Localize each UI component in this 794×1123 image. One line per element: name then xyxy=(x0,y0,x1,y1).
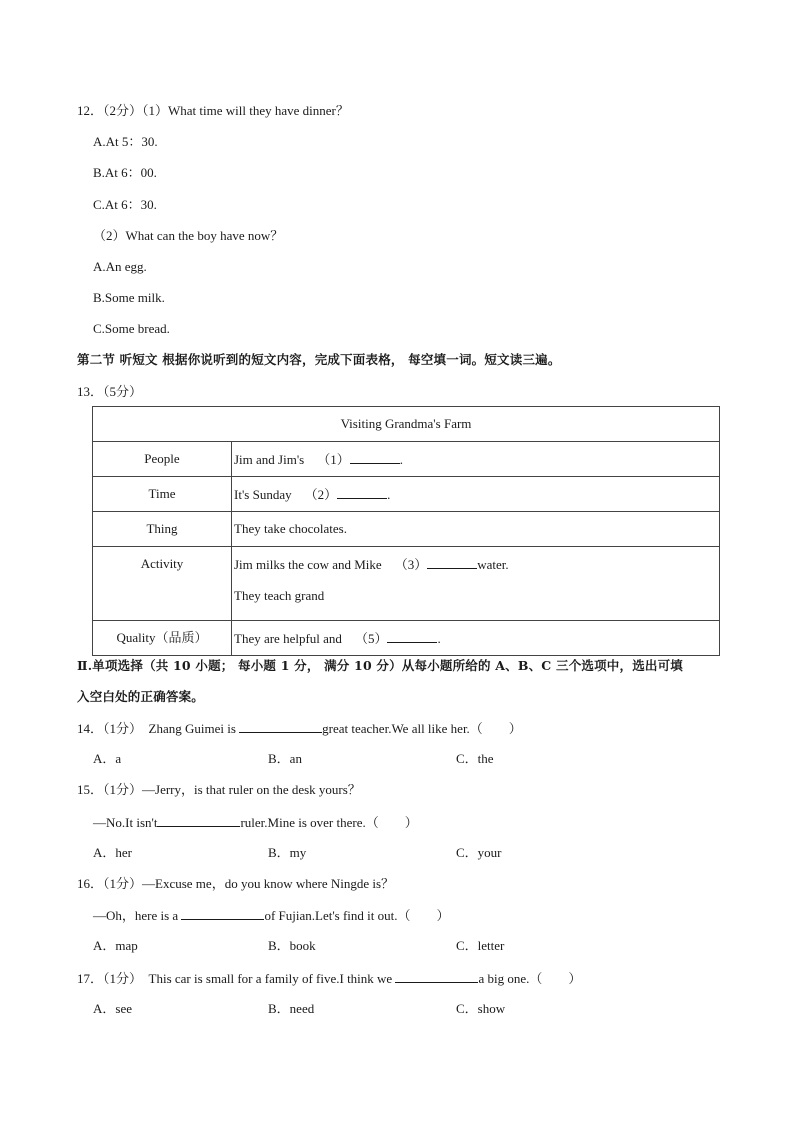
farm-table xyxy=(92,406,720,656)
row-content: They take chocolates. xyxy=(232,512,720,547)
table-row xyxy=(93,442,720,477)
q15-option-b[interactable]: B．my xyxy=(268,845,307,860)
q12-option-b: B.At 6：00. xyxy=(93,165,157,180)
table-row xyxy=(93,621,720,656)
q14-option-a[interactable]: A．a xyxy=(93,751,122,766)
row-label: Activity xyxy=(93,547,232,621)
q16-number: 16．（1分） xyxy=(77,876,143,891)
q16-option-c[interactable]: C．letter xyxy=(456,938,505,953)
table-title: Visiting Grandma's Farm xyxy=(93,407,720,442)
table-row xyxy=(93,477,720,512)
q12-part2-option-b: B.Some milk. xyxy=(93,290,165,305)
row-label: Quality（品质） xyxy=(93,621,232,656)
table-row xyxy=(93,547,720,621)
q17-stem: 17．（1分） This car is small for a family of five.I think we a big one.（ ） xyxy=(77,971,582,986)
q12-stem xyxy=(77,103,349,119)
row-content: Jim and Jim's （1） . xyxy=(232,442,720,477)
q13-number: 13．（5分） xyxy=(77,384,143,399)
q16-line2: —Oh，here is a of Fujian.Let's find it out.（ ） xyxy=(93,908,450,923)
answer-blank[interactable] xyxy=(350,451,400,464)
q12-part1: （1）What time will they have dinner？ xyxy=(142,103,349,118)
q12-part2: （2）What can the boy have now？ xyxy=(93,228,284,243)
q12-number: 12．（2分） xyxy=(77,103,143,118)
q15-option-c[interactable]: C．your xyxy=(456,845,502,860)
row-label: People xyxy=(93,442,232,477)
q15-number: 15．（1分） xyxy=(77,782,143,797)
answer-blank[interactable] xyxy=(387,630,437,643)
answer-blank[interactable] xyxy=(395,970,478,983)
q12-part2-option-a: A.An egg. xyxy=(93,259,147,274)
q14-number: 14．（1分） xyxy=(77,721,143,736)
row-label: Thing xyxy=(93,512,232,547)
row-content: Jim milks the cow and Mike （3） water. They teach grand xyxy=(232,547,720,621)
row-content: They are helpful and （5） . xyxy=(232,621,720,656)
section2-heading: 第二节 听短文 根据你说听到的短文内容，完成下面表格， 每空填一词。短文读三遍。 xyxy=(77,352,561,367)
q16-option-b[interactable]: B．book xyxy=(268,938,316,953)
row-content: It's Sunday （2） . xyxy=(232,477,720,512)
q17-option-a[interactable]: A．see xyxy=(93,1001,132,1016)
table-row xyxy=(93,512,720,547)
answer-blank[interactable] xyxy=(427,556,477,569)
q15-stem: 15．（1分）—Jerry，is that ruler on the desk yours？ xyxy=(77,782,361,797)
q17-option-c[interactable]: C．show xyxy=(456,1001,506,1016)
q14-option-c[interactable]: C．the xyxy=(456,751,494,766)
q16-option-a[interactable]: A．map xyxy=(93,938,138,953)
q17-option-b[interactable]: B．need xyxy=(268,1001,315,1016)
q14-option-b[interactable]: B．an xyxy=(268,751,302,766)
q15-line2: —No.It isn't ruler.Mine is over there.（ ） xyxy=(93,815,418,830)
answer-blank[interactable] xyxy=(181,907,264,920)
q12-part2-option-c: C.Some bread. xyxy=(93,321,170,336)
answer-blank[interactable] xyxy=(239,720,322,733)
q17-number: 17．（1分） xyxy=(77,971,143,986)
section-ii-line1: Ⅱ.单项选择（共 10 小题； 每小题 1 分， 满分 10 分）从每小题所给的 A、B、C 三个选项中，选出可填 xyxy=(77,658,684,673)
q12-option-c: C.At 6：30. xyxy=(93,197,157,212)
q12-option-a: A.At 5：30. xyxy=(93,134,158,149)
q14-stem: 14．（1分） Zhang Guimei is great teacher.We all like her.（ ） xyxy=(77,721,522,736)
answer-blank[interactable] xyxy=(157,814,240,827)
answer-blank[interactable] xyxy=(337,486,387,499)
q15-option-a[interactable]: A．her xyxy=(93,845,132,860)
section-ii-line2: 入空白处的正确答案。 xyxy=(77,689,205,704)
row-label: Time xyxy=(93,477,232,512)
q16-stem: 16．（1分）—Excuse me，do you know where Ningde is？ xyxy=(77,876,395,891)
